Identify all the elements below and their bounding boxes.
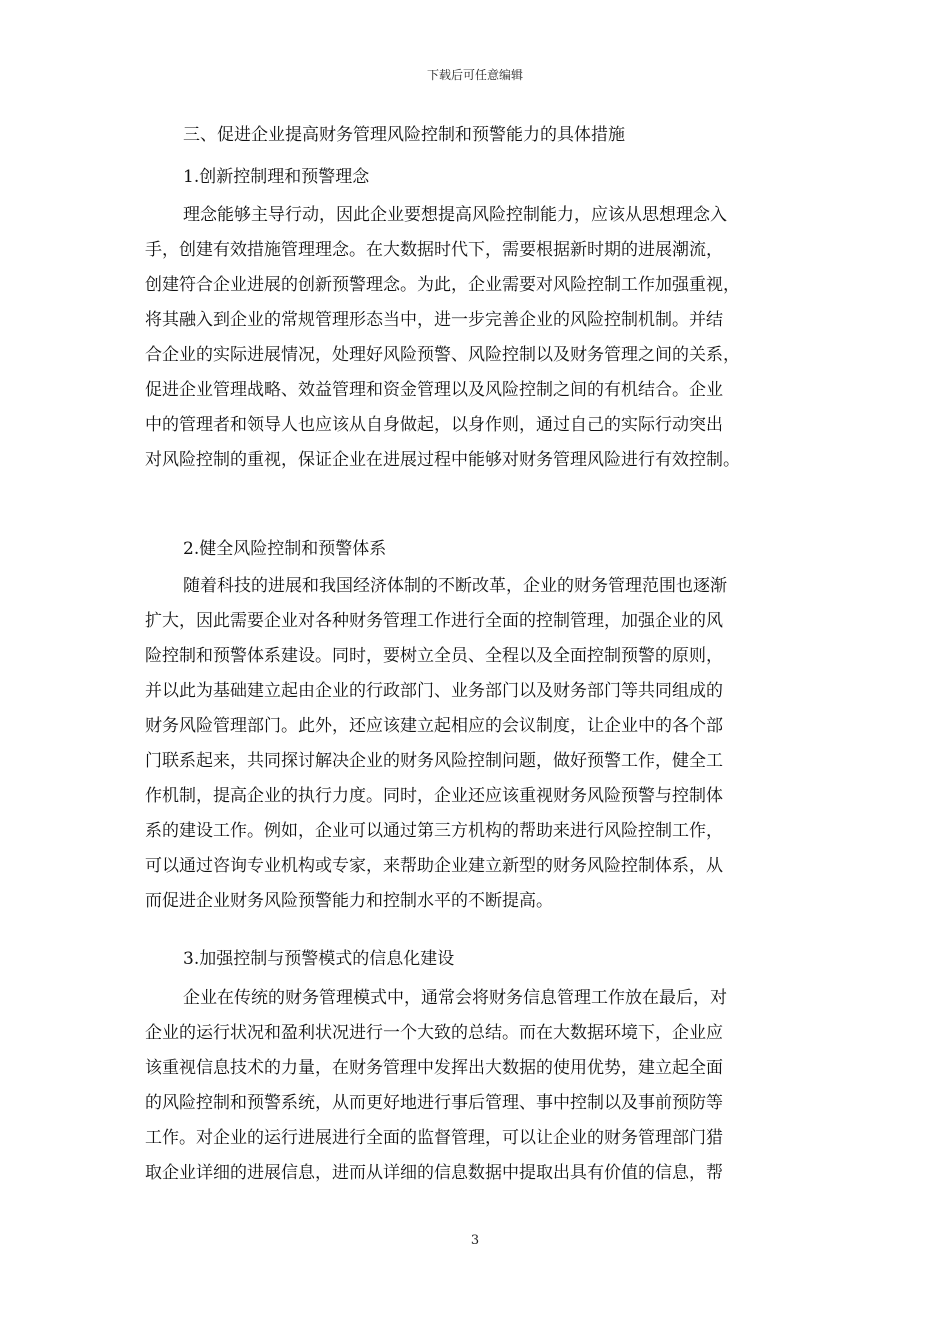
subsection-title-2: 2.健全风险控制和预警体系 [183,539,387,559]
text-line: 险控制和预警体系建设。同时，要树立全员、全程以及全面控制预警的原则， [145,646,723,666]
text-line: 而促进企业财务风险预警能力和控制水平的不断提高。 [145,891,553,911]
text-line: 企业在传统的财务管理模式中，通常会将财务信息管理工作放在最后，对 [183,988,727,1008]
page-number: 3 [470,1233,480,1248]
paragraph-2 [145,569,825,919]
text-line: 随着科技的进展和我国经济体制的不断改革，企业的财务管理范围也逐渐 [183,576,727,596]
text-line: 促进企业管理战略、效益管理和资金管理以及风险控制之间的有机结合。企业 [145,380,723,400]
text-line: 财务风险管理部门。此外，还应该建立起相应的会议制度，让企业中的各个部 [145,716,723,736]
text-line: 扩大，因此需要企业对各种财务管理工作进行全面的控制管理，加强企业的风 [145,611,723,631]
text-line: 手，创建有效措施管理理念。在大数据时代下，需要根据新时期的进展潮流， [145,240,723,260]
paragraph-1 [145,198,825,478]
page-header: 下载后可任意编辑 [426,68,523,82]
text-line: 作机制，提高企业的执行力度。同时，企业还应该重视财务风险预警与控制体 [145,786,723,806]
text-line: 取企业详细的进展信息，进而从详细的信息数据中提取出具有价值的信息，帮 [145,1163,723,1183]
text-line: 系的建设工作。例如，企业可以通过第三方机构的帮助来进行风险控制工作， [145,821,723,841]
text-line: 将其融入到企业的常规管理形态当中，进一步完善企业的风险控制机制。并结 [145,310,723,330]
text-line: 可以通过咨询专业机构或专家，来帮助企业建立新型的财务风险控制体系，从 [145,856,723,876]
text-line: 合企业的实际进展情况，处理好风险预警、风险控制以及财务管理之间的关系， [145,345,740,365]
paragraph-3 [145,981,825,1191]
text-line: 工作。对企业的运行进展进行全面的监督管理，可以让企业的财务管理部门猎 [145,1128,723,1148]
text-line: 创建符合企业进展的创新预警理念。为此，企业需要对风险控制工作加强重视， [145,275,740,295]
subsection-title-3: 3.加强控制与预警模式的信息化建设 [183,949,455,969]
text-line: 的风险控制和预警系统，从而更好地进行事后管理、事中控制以及事前预防等 [145,1093,723,1113]
text-line: 门联系起来，共同探讨解决企业的财务风险控制问题，做好预警工作，健全工 [145,751,723,771]
text-line: 该重视信息技术的力量，在财务管理中发挥出大数据的使用优势，建立起全面 [145,1058,723,1078]
text-line: 对风险控制的重视，保证企业在进展过程中能够对财务管理风险进行有效控制。 [145,450,740,470]
text-line: 企业的运行状况和盈利状况进行一个大致的总结。而在大数据环境下，企业应 [145,1023,723,1043]
subsection-title-1: 1.创新控制理和预警理念 [183,167,370,187]
text-line: 并以此为基础建立起由企业的行政部门、业务部门以及财务部门等共同组成的 [145,681,723,701]
section-heading: 三、促进企业提高财务管理风险控制和预警能力的具体措施 [183,125,625,145]
text-line: 理念能够主导行动，因此企业要想提高风险控制能力，应该从思想理念入 [183,205,727,225]
text-line: 中的管理者和领导人也应该从自身做起，以身作则，通过自己的实际行动突出 [145,415,723,435]
